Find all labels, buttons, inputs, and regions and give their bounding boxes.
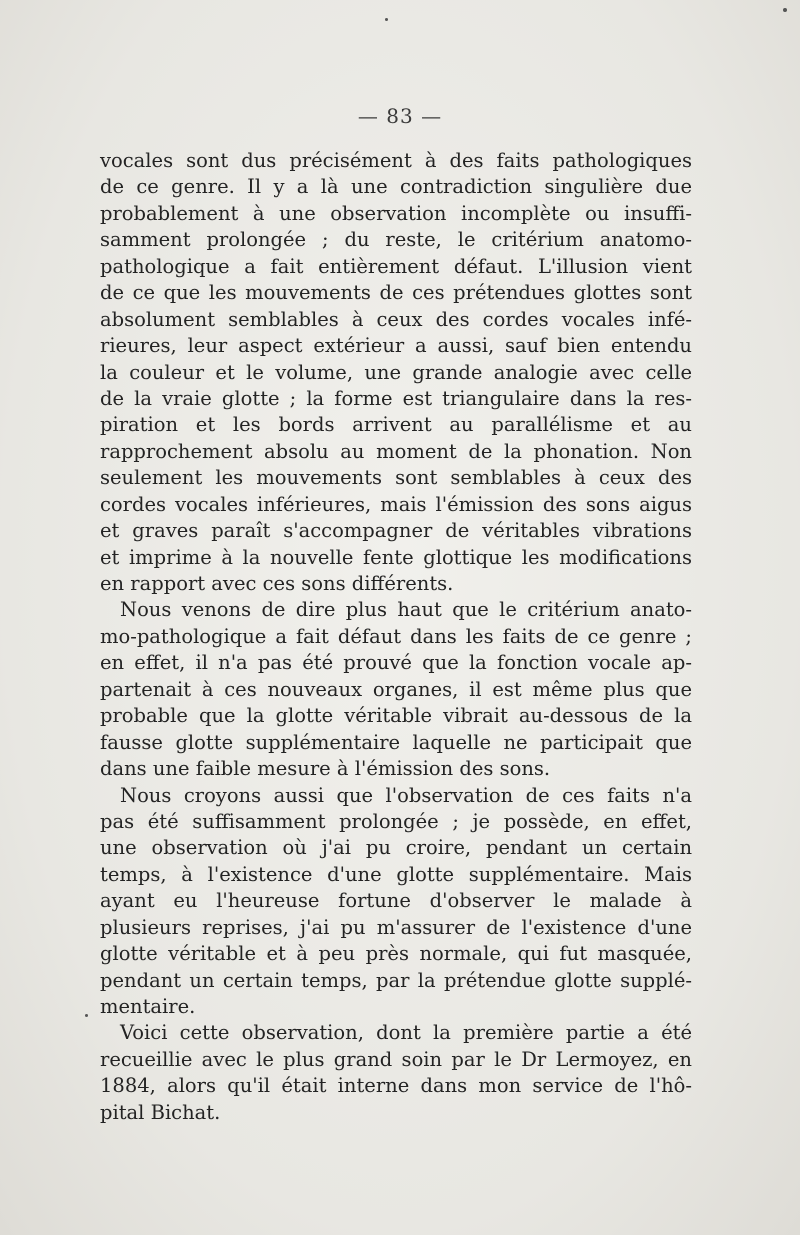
text-line: seulement les mouvements sont semblables à ceux des (100, 466, 692, 490)
text-line: de la vraie glotte ; la forme est triangulaire dans la res- (100, 386, 692, 410)
paragraph-first-line: Voici cette observation, dont la première partie a été (120, 1021, 692, 1045)
text-line: et imprime à la nouvelle fente glottique les modifications (100, 545, 692, 569)
paragraph-first-line: Nous venons de dire plus haut que le critérium anato- (120, 598, 692, 622)
text-line: pathologique a fait entièrement défaut. L'illusion vient (100, 254, 692, 278)
paragraph-first-line: Nous croyons aussi que l'observation de ces faits n'a (120, 783, 692, 807)
body-text (100, 148, 692, 1126)
text-line: rapprochement absolu au moment de la phonation. Non (100, 439, 692, 463)
text-line: fausse glotte supplémentaire laquelle ne participait que (100, 730, 692, 754)
text-line: mo-pathologique a fait défaut dans les faits de ce genre ; (100, 624, 692, 648)
ink-speck (85, 1014, 88, 1017)
text-line: mentaire. (100, 995, 196, 1018)
text-line: recueillie avec le plus grand soin par le Dr Lermoyez, en (100, 1047, 692, 1071)
text-line: pas été suffisamment prolongée ; je possède, en effet, (100, 809, 692, 833)
text-line: la couleur et le volume, une grande analogie avec celle (100, 360, 692, 384)
text-line: une observation où j'ai pu croire, pendant un certain (100, 836, 692, 860)
text-line: partenait à ces nouveaux organes, il est même plus que (100, 677, 692, 701)
ink-speck (783, 8, 787, 12)
text-line: en rapport avec ces sons différents. (100, 572, 454, 595)
text-line: en effet, il n'a pas été prouvé que la fonction vocale ap- (100, 651, 692, 675)
text-line: samment prolongée ; du reste, le critérium anatomo- (100, 228, 692, 252)
text-line: piration et les bords arrivent au parallélisme et au (100, 413, 692, 437)
text-line: 1884, alors qu'il était interne dans mon service de l'hô- (100, 1074, 692, 1098)
text-line: de ce genre. Il y a là une contradiction singulière due (100, 175, 692, 199)
text-line: absolument semblables à ceux des cordes vocales infé- (100, 307, 692, 331)
ink-speck (385, 18, 388, 21)
text-line: dans une faible mesure à l'émission des sons. (100, 757, 551, 781)
text-line: vocales sont dus précisément à des faits pathologiques (100, 149, 692, 172)
text-line: probablement à une observation incomplète ou insuffi- (100, 201, 692, 225)
text-line: et graves paraît s'accompagner de véritables vibrations (100, 519, 692, 543)
text-line: plusieurs reprises, j'ai pu m'assurer de l'existence d'une (100, 915, 692, 939)
text-line: probable que la glotte véritable vibrait au-dessous de la (100, 704, 692, 728)
text-line: de ce que les mouvements de ces prétendues glottes sont (100, 281, 692, 305)
text-line: glotte véritable et à peu près normale, qui fut masquée, (100, 942, 692, 966)
text-line: rieures, leur aspect extérieur a aussi, sauf bien entendu (100, 334, 692, 358)
text-line: temps, à l'existence d'une glotte supplémentaire. Mais (100, 862, 692, 886)
text-line: cordes vocales inférieures, mais l'émission des sons aigus (100, 492, 692, 516)
text-line: ayant eu l'heureuse fortune d'observer le malade à (100, 889, 692, 913)
page-number: — 83 — (357, 104, 443, 128)
text-line: pital Bichat. (100, 1100, 221, 1124)
text-line: pendant un certain temps, par la prétendue glotte supplé- (100, 968, 692, 992)
